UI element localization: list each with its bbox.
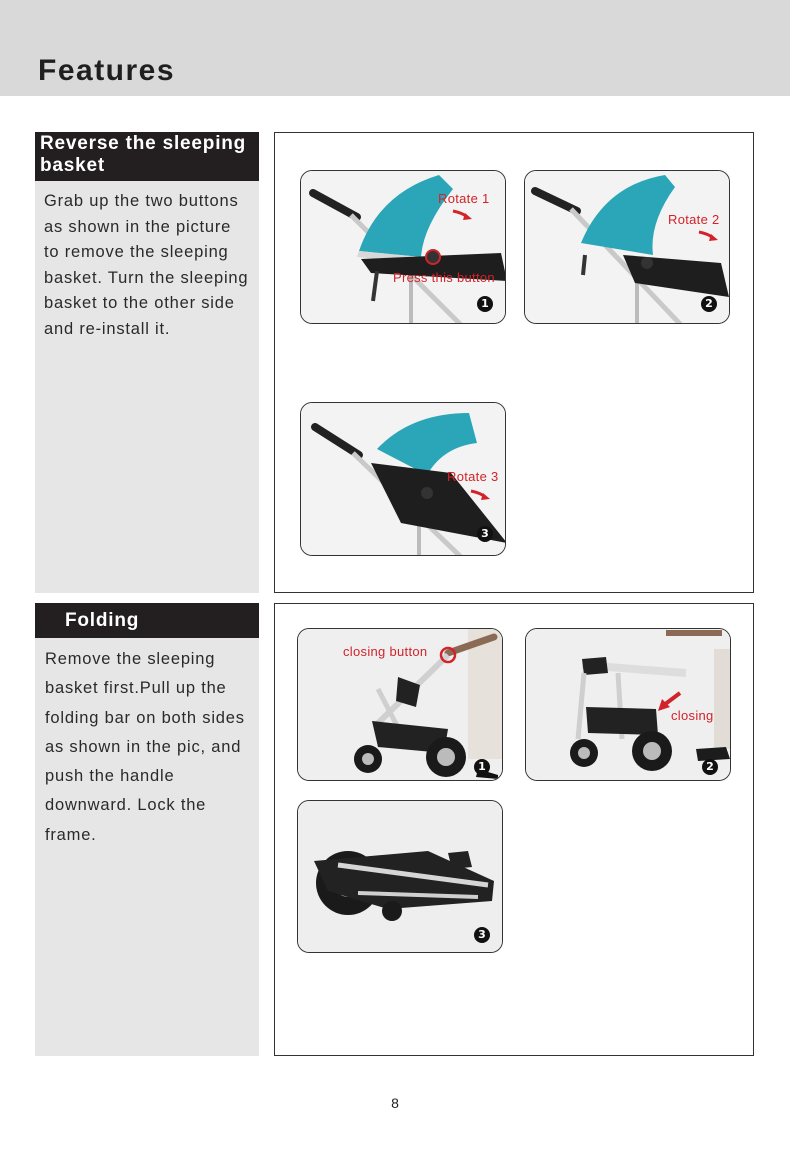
callout-label: Rotate 1 [438, 191, 490, 206]
panel-reverse-basket [274, 132, 754, 593]
stroller-image [525, 171, 730, 324]
callout-label: Press this button [393, 270, 495, 285]
red-arrow-icon [451, 207, 475, 221]
stroller-image [526, 629, 731, 781]
step-number-badge: 2 [701, 296, 717, 312]
callout-label: closing button [343, 644, 428, 659]
red-arrow-icon [469, 487, 493, 501]
step-number-badge: 3 [477, 526, 493, 542]
step-number-badge: 1 [477, 296, 493, 312]
sidebar-reverse-basket [35, 132, 259, 593]
sidebar-folding [35, 603, 259, 1056]
step-number-badge: 1 [474, 759, 490, 775]
section-text-reverse-basket: Grab up the two buttons as shown in the picture to remove the sleeping basket. Turn the sleeping basket to the other side and re-install it. [44, 192, 249, 338]
stroller-image [298, 801, 503, 953]
page-title: Features [38, 54, 176, 87]
panel-folding [274, 603, 754, 1056]
photo-reverse-step-1 [300, 170, 506, 324]
callout-label: Rotate 2 [668, 212, 720, 227]
section-title-reverse-basket: Reverse the sleeping basket [35, 132, 259, 181]
section-title-folding: Folding [35, 603, 259, 638]
step-number-badge: 2 [702, 759, 718, 775]
photo-folding-step-3 [297, 800, 503, 953]
red-arrow-icon [697, 228, 721, 242]
photo-reverse-step-2 [524, 170, 730, 324]
page-header [0, 0, 790, 96]
page-number: 8 [391, 1095, 399, 1111]
photo-folding-step-1 [297, 628, 503, 781]
section-text-folding: Remove the sleeping basket first.Pull up the folding bar on both sides as shown in the pic, and push the handle downward. Lock the frame. [45, 650, 245, 844]
callout-label: closing [671, 708, 714, 723]
callout-label: Rotate 3 [447, 469, 499, 484]
photo-reverse-step-3 [300, 402, 506, 556]
step-number-badge: 3 [474, 927, 490, 943]
photo-folding-step-2 [525, 628, 731, 781]
